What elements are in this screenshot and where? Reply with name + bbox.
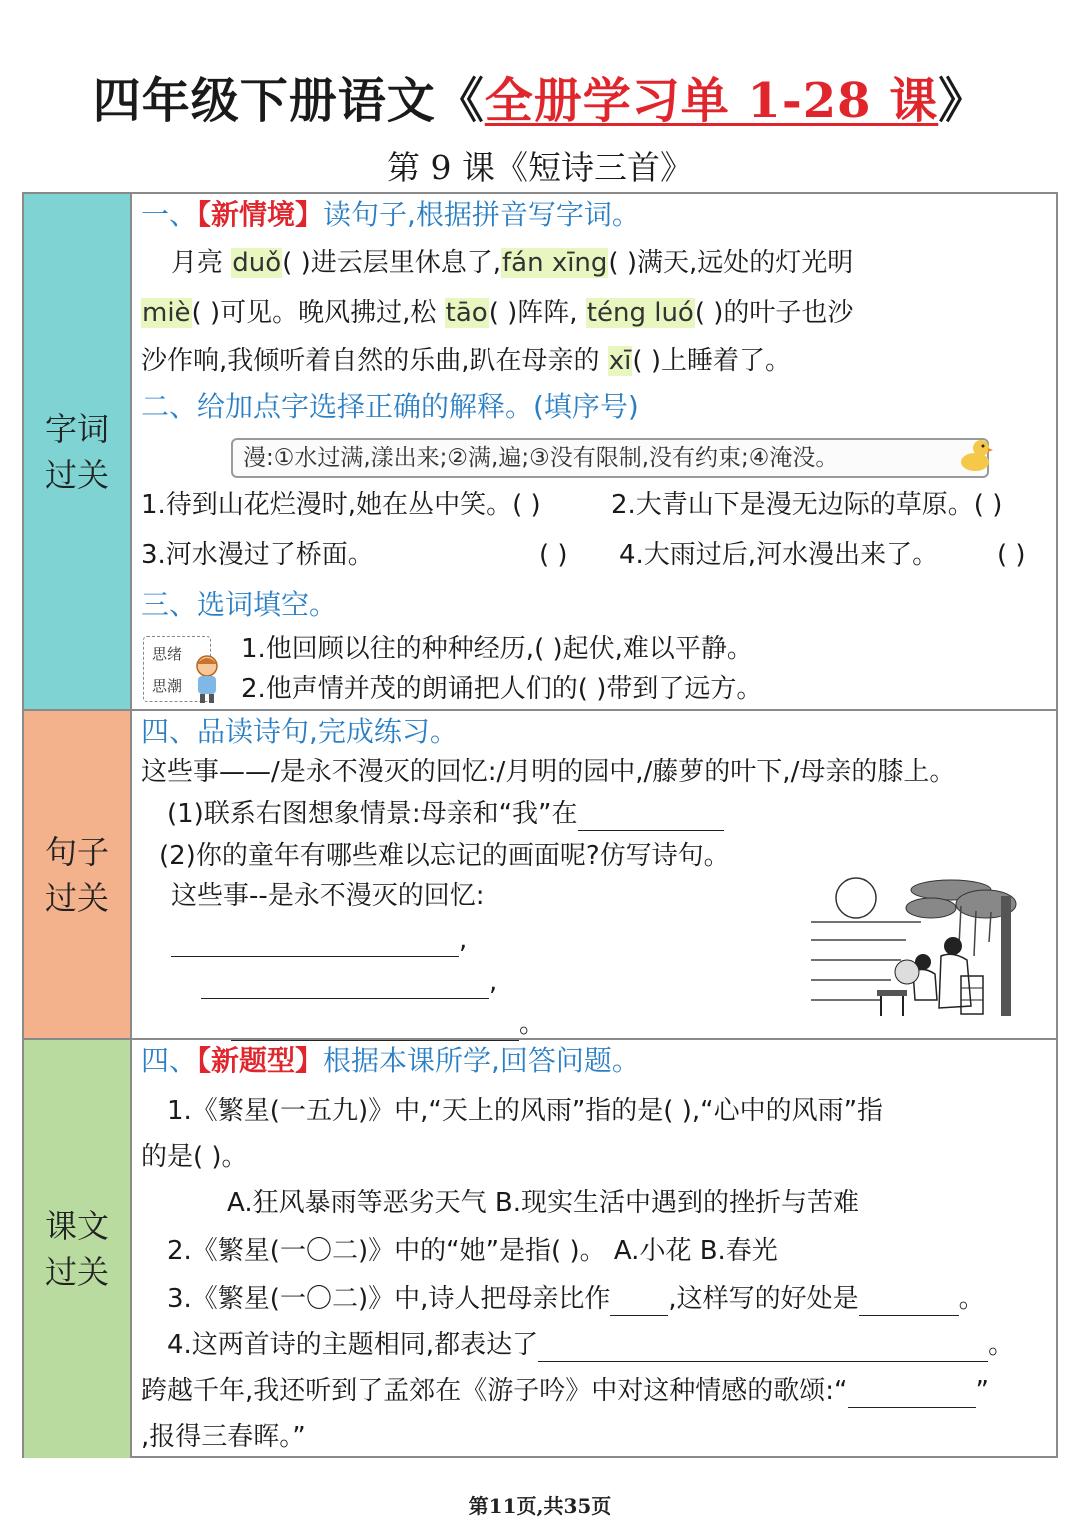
side-text: 句子 [44,832,109,871]
q1-heading [141,198,640,232]
side-text: 过关 [44,1253,109,1291]
q3-item2: 2.他声情并茂的朗诵把人们的( )带到了远方。 [241,674,763,704]
page-number: 第11页,共35页 [468,1494,612,1518]
q-number: 四、 [141,1044,198,1077]
answer-blank[interactable] [201,972,489,999]
text: 月亮 [171,248,232,278]
title-suffix: 》 [938,73,988,129]
word-option: 思潮 [152,677,183,695]
definition-box: 漫:①水过满,漾出来;②满,遍;③没有限制,没有约束;④淹没。 [231,438,989,478]
pinyin: xī [608,346,632,376]
pinyin: duǒ [232,248,282,278]
pinyin: fán xīng [501,248,608,278]
new-type-tag: 【新题型】 [197,1044,324,1077]
q4-sub1 [167,797,724,831]
new-context-tag: 【新情境】 [197,198,324,231]
page-title [0,62,1080,131]
text: , [489,967,498,997]
text: 4.这两首诗的主题相同,都表达了 [167,1330,539,1360]
lesson-title: 第 9 课《短诗三首》 [387,148,693,187]
q5-item6: ,报得三春晖。” [141,1422,306,1452]
answer-blank[interactable] [610,1289,668,1316]
text: ( )满天,远处的灯光明 [608,248,854,278]
side-text: 过关 [44,455,109,494]
q5-item1b: 的是( )。 [141,1142,248,1172]
duck-icon [957,434,993,474]
text: ( )的叶子也沙 [694,298,854,328]
pinyin: miè [142,298,191,328]
poem-prompt: 这些事--是永不漫灭的回忆: [171,881,485,911]
write-line-2 [201,965,497,999]
q5-item3 [167,1282,985,1316]
title-prefix: 四年级下册语文《 [92,73,485,129]
q1-line2 [141,296,853,330]
text: 3.《繁星(一〇二)》中,诗人把母亲比作 [167,1284,611,1314]
q5-item2: 2.《繁星(一〇二)》中的“她”是指( )。 A.小花 B.春光 [167,1236,778,1266]
text: 。 [519,1009,546,1039]
side-text: 字词 [44,409,109,448]
word-option: 思绪 [152,645,183,663]
answer-blank[interactable] [848,1381,976,1408]
text: ( )可见。晚风拂过,松 [191,298,445,328]
q5-item4 [167,1328,1014,1362]
q4-sub2: (2)你的童年有哪些难以忘记的画面呢?仿写诗句。 [159,841,730,871]
q5-item5 [141,1374,989,1408]
q2-item4-paren: ( ) [997,540,1026,570]
answer-blank[interactable] [538,1335,988,1362]
q2-item3: 3.河水漫过了桥面。 [141,540,374,570]
q2-item3-paren: ( ) [539,540,568,570]
text: , [459,925,468,955]
worksheet-table [22,192,1058,1458]
q2-item4: 4.大雨过后,河水漫出来了。 [619,540,939,570]
side-text: 过关 [44,878,109,917]
side-label-text [24,1040,132,1458]
side-label-vocabulary [24,194,132,709]
answer-blank[interactable] [231,1014,519,1041]
text: ( )上睡着了。 [632,346,791,376]
text: 。 [988,1330,1015,1360]
answer-blank[interactable] [859,1289,959,1316]
answer-blank[interactable] [171,930,459,957]
q5-item1a: 1.《繁星(一五九)》中,“天上的风雨”指的是( ),“心中的风雨”指 [167,1096,884,1126]
text: (1)联系右图想象情景:母亲和“我”在 [167,799,578,829]
pinyin: tāo [445,298,488,328]
child-icon [189,654,225,704]
q5-heading [141,1044,640,1078]
text: ( )阵阵, [488,298,586,328]
text: 。 [958,1284,985,1314]
q5-item1-options: A.狂风暴雨等恶劣天气 B.现实生活中遇到的挫折与苦难 [227,1188,859,1218]
title-highlight: 全册学习单 1-28 课 [484,73,939,129]
text: ( )进云层里休息了, [282,248,501,278]
text: ” [975,1376,989,1406]
side-label-sentences [24,711,132,1038]
q-number: 一、 [141,198,198,231]
mother-child-illustration [811,876,1026,1026]
text: 沙作响,我倾听着自然的乐曲,趴在母亲的 [141,346,608,376]
section-text [24,1040,1056,1458]
q4-heading: 四、品读诗句,完成练习。 [141,715,458,748]
q2-item1: 1.待到山花烂漫时,她在丛中笑。( ) [141,490,541,520]
q2-item2: 2.大青山下是漫无边际的草原。( ) [611,490,1003,520]
section-vocabulary [24,194,1056,711]
section-sentences [24,711,1056,1040]
vocabulary-content [141,194,1048,709]
answer-blank[interactable] [578,804,724,831]
q-title: 读句子,根据拼音写字词。 [323,198,640,231]
text-content [141,1040,1048,1458]
sentences-content [141,711,1048,1038]
q3-item1: 1.他回顾以往的种种经历,( )起伏,难以平静。 [241,634,753,664]
q1-line1 [171,246,853,280]
text: ,这样写的好处是 [668,1284,859,1314]
q-title: 根据本课所学,回答问题。 [323,1044,640,1077]
q2-heading: 二、给加点字选择正确的解释。(填序号) [141,390,639,423]
write-line-3 [231,1007,545,1041]
text: 跨越千年,我还听到了孟郊在《游子吟》中对这种情感的歌颂:“ [141,1376,848,1406]
write-line-1 [171,923,467,957]
q1-line3 [141,344,791,378]
pinyin: téng luó [586,298,694,328]
q3-heading: 三、选词填空。 [141,588,338,621]
poem-line: 这些事——/是永不漫灭的回忆:/月明的园中,/藤萝的叶下,/母亲的膝上。 [141,757,956,787]
side-text: 课文 [44,1207,109,1245]
